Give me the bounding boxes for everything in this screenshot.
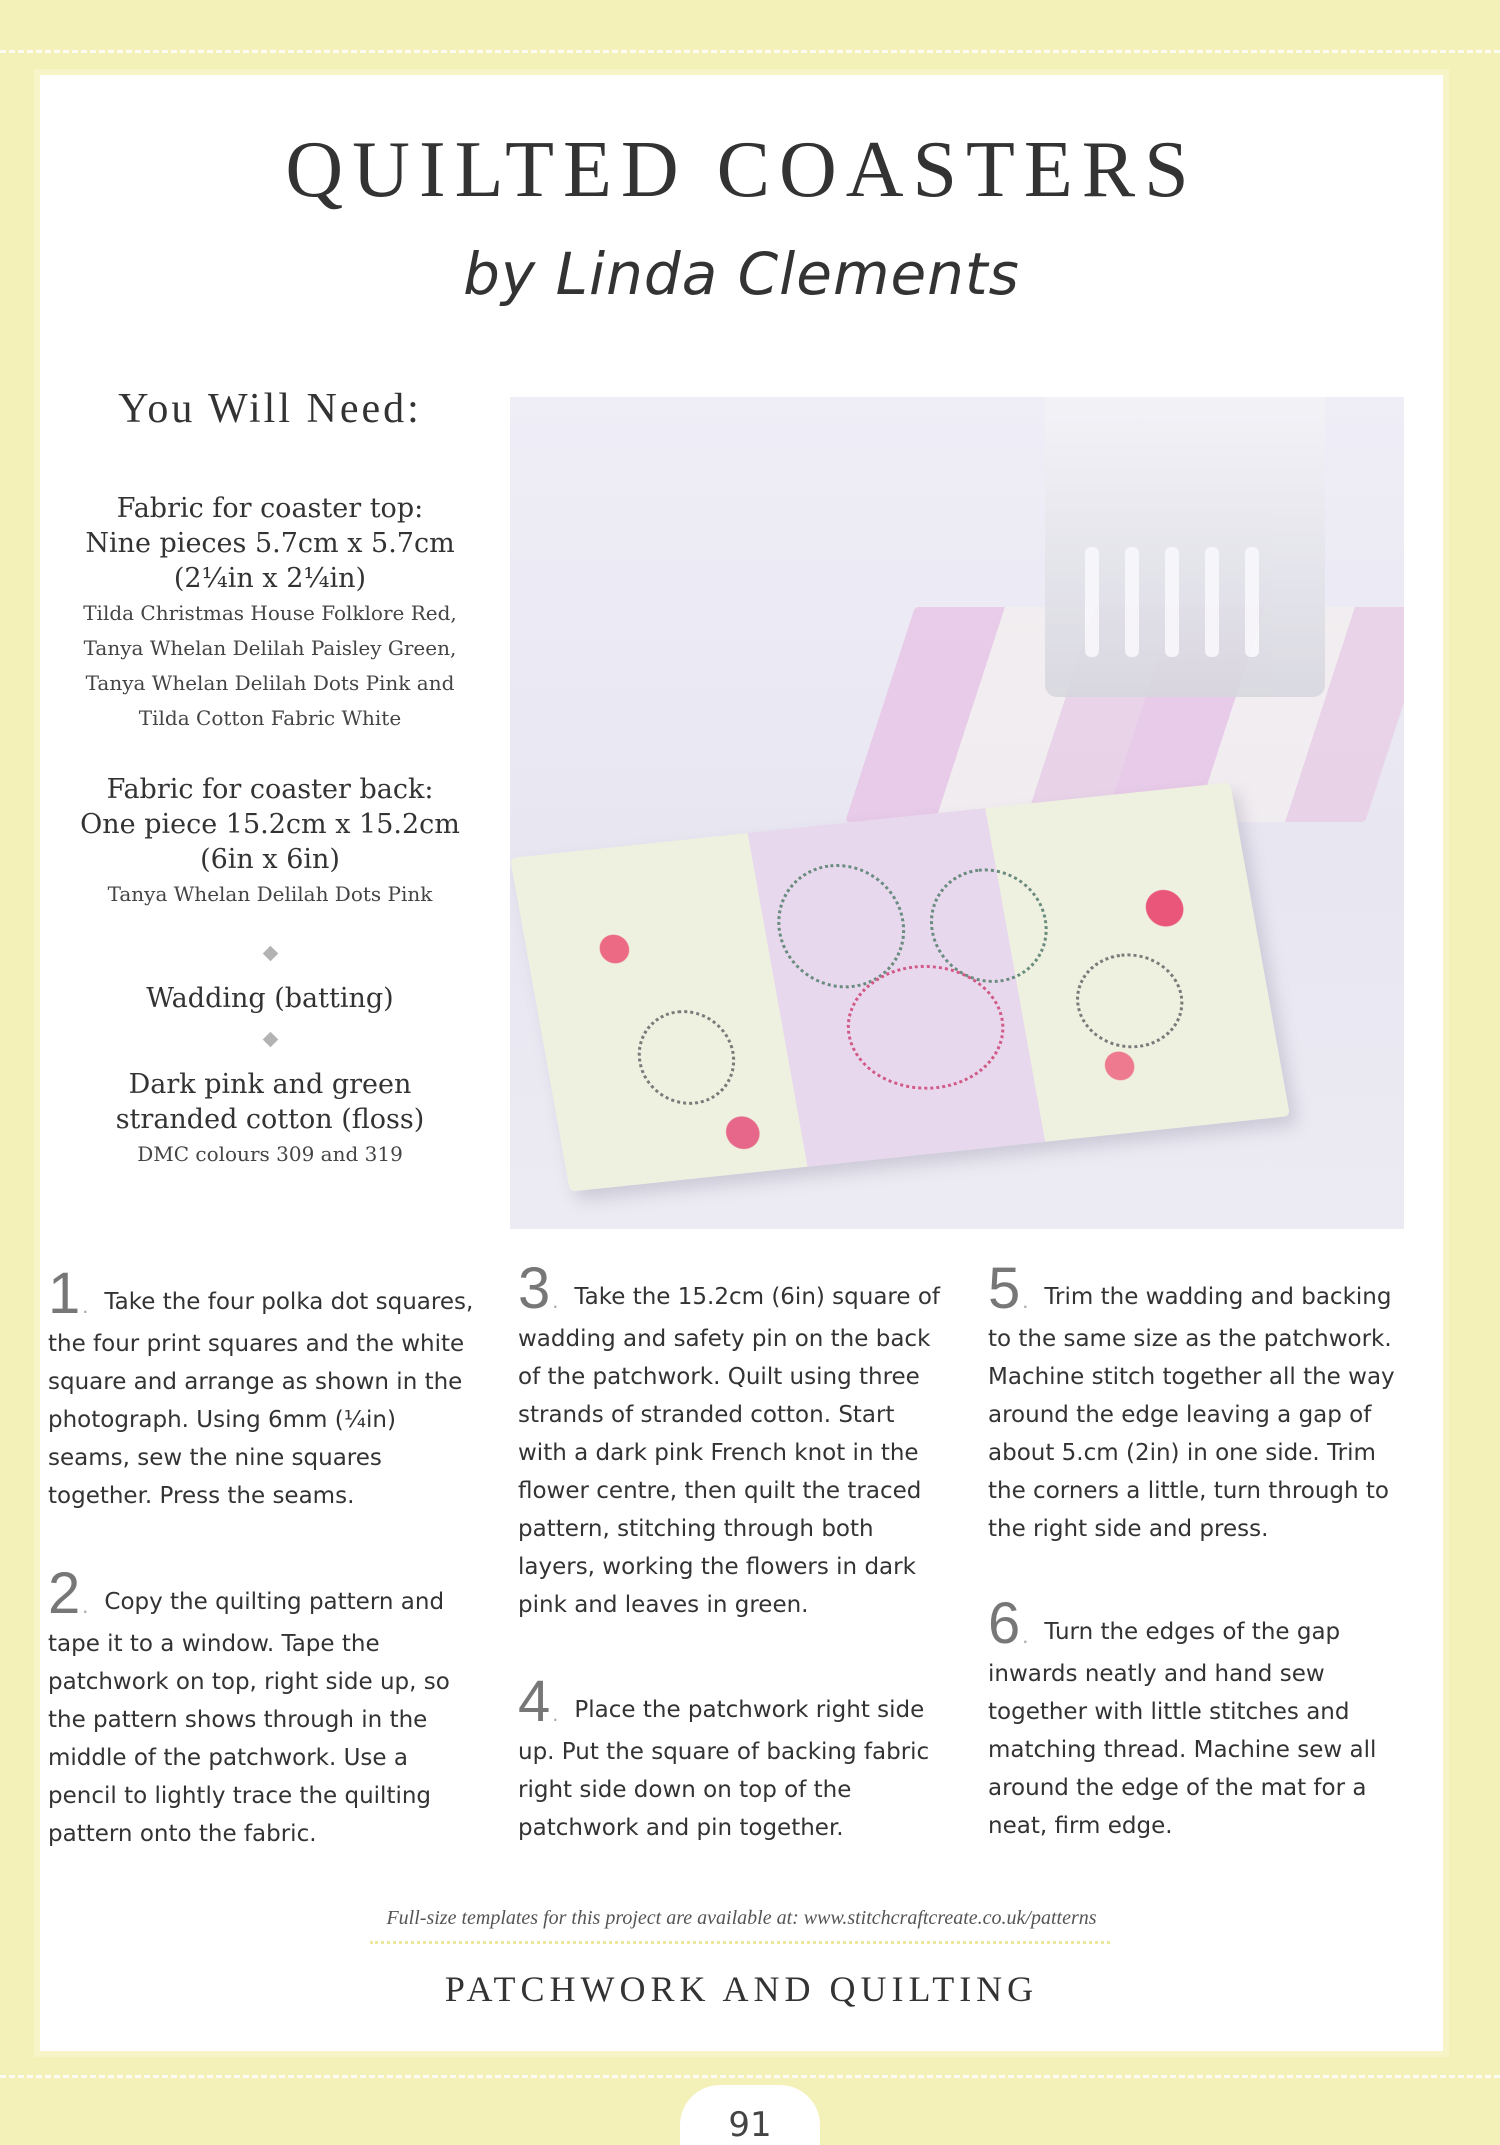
step-number: 2. (48, 1561, 89, 1626)
materials-list (40, 385, 500, 1208)
step-number: 6. (988, 1591, 1029, 1656)
step-3 (518, 1256, 948, 1624)
quilting-motif (630, 1005, 743, 1109)
material-detail: Tilda Christmas House Folklore Red, (83, 601, 457, 625)
coasters-photo (510, 397, 1404, 1229)
material-detail: Tanya Whelan Delilah Dots Pink (107, 882, 433, 906)
step-number: 3. (518, 1256, 559, 1321)
quilting-motif (1068, 948, 1191, 1053)
step-text: Turn the edges of the gap inwards neatly and hand sew together with little stitches and matching thread. Machine sew all around the edge of the mat for a neat, firm edge. (988, 1619, 1377, 1839)
material-line: (2¼in x 2¼in) (173, 563, 367, 594)
author-byline: by Linda Clements (463, 240, 1020, 308)
material-line: One piece 15.2cm x 15.2cm (80, 809, 460, 840)
material-line: stranded cotton (floss) (115, 1104, 425, 1135)
material-detail: Tanya Whelan Delilah Paisley Green, (83, 636, 457, 660)
material-line: Fabric for coaster back: (106, 774, 434, 805)
top-stitch-border (0, 50, 1500, 53)
material-line: Fabric for coaster top: (116, 493, 424, 524)
step-number: 1. (48, 1261, 89, 1326)
step-text: Take the 15.2cm (6in) square of wadding and safety pin on the back of the patchwork. Quilt using three strands of stranded cotton. Start with a dark pink French knot in the flower centre, then quilt the traced pattern, stitching through both layers, working the flowers in dark pink and leaves in green. (518, 1284, 941, 1618)
material-line: Nine pieces 5.7cm x 5.7cm (85, 528, 455, 559)
templates-note: Full-size templates for this project are available at: www.stitchcraftcreate.co.uk/patterns (386, 1907, 1097, 1929)
glass-jar (1045, 397, 1325, 697)
bottom-stitch-border (0, 2075, 1500, 2078)
step-text: Trim the wadding and backing to the same size as the patchwork. Machine stitch together all the way around the edge leaving a gap of about 5.cm (2in) in one side. Trim the corners a little, turn through to the right side and press. (988, 1284, 1395, 1542)
step-1 (48, 1261, 478, 1515)
page-number: 91 (728, 2105, 772, 2145)
material-item (40, 981, 500, 1016)
section-title: PATCHWORK AND QUILTING (444, 1969, 1039, 2009)
material-item (40, 772, 500, 912)
recipe-page (40, 75, 1443, 2051)
diamond-divider-icon (262, 946, 278, 962)
step-text: Place the patchwork right side up. Put the square of backing fabric right side down on top of the patchwork and pin together. (518, 1697, 930, 1841)
footer-divider (370, 1941, 1110, 1944)
material-line: (6in x 6in) (200, 844, 340, 875)
material-line: Wadding (batting) (146, 983, 394, 1014)
diamond-divider-icon (262, 1032, 278, 1048)
step-6 (988, 1591, 1418, 1845)
material-line: Dark pink and green (128, 1069, 412, 1100)
page-title: QUILTED COASTERS (285, 126, 1198, 214)
step-text: Copy the quilting pattern and tape it to a window. Tape the patchwork on top, right side up, so the pattern shows through in the middle of the patchwork. Use a pencil to lightly trace the quilting pattern onto the fabric. (48, 1589, 450, 1847)
materials-heading: You Will Need: (118, 386, 422, 432)
material-item (40, 491, 500, 736)
material-detail: Tanya Whelan Delilah Dots Pink and (85, 671, 455, 695)
step-2 (48, 1561, 478, 1853)
step-number: 4. (518, 1669, 559, 1734)
material-detail: Tilda Cotton Fabric White (138, 706, 402, 730)
step-text: Take the four polka dot squares, the four print squares and the white square and arrange as shown in the photograph. Using 6mm (¼in) seams, sew the nine squares together. Press the seams. (48, 1289, 474, 1509)
material-detail: DMC colours 309 and 319 (137, 1142, 403, 1166)
foreground-coaster (510, 782, 1290, 1191)
material-item (40, 1067, 500, 1172)
step-4 (518, 1669, 948, 1847)
step-5 (988, 1256, 1418, 1548)
step-number: 5. (988, 1256, 1029, 1321)
